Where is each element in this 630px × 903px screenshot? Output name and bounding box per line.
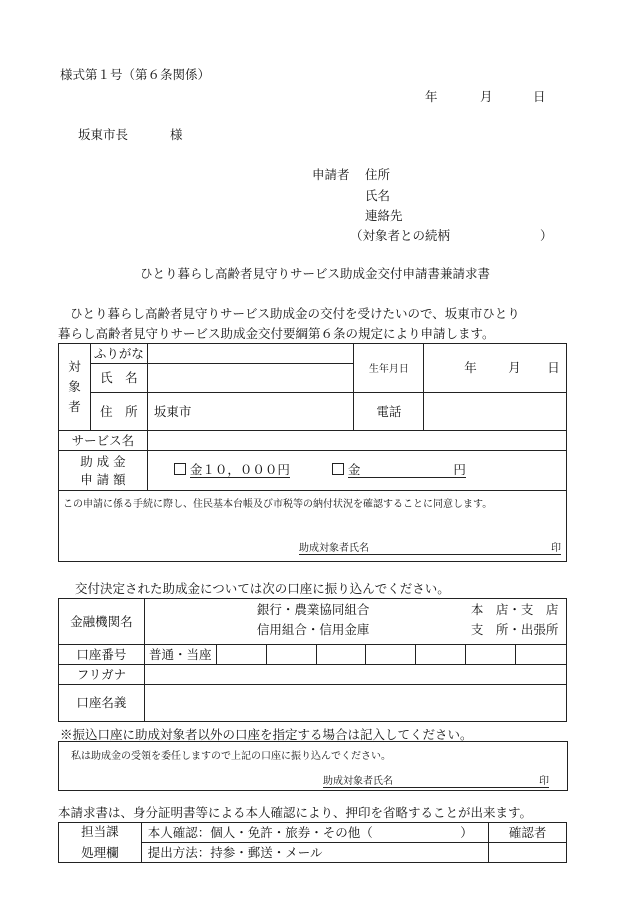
dob-field[interactable] <box>424 344 567 393</box>
bank-table <box>58 598 567 722</box>
amount-label-1: 助 成 金 <box>80 453 126 469</box>
furigana-kana-label: フリガナ <box>59 665 145 685</box>
delegation-signature[interactable]: 助成対象者氏名 印 <box>323 772 549 788</box>
amount-option-1[interactable]: 金１０，０００円 <box>174 462 290 477</box>
subject-label-cell <box>59 344 91 431</box>
dob-label-cell <box>354 344 424 393</box>
account-digit[interactable] <box>466 645 516 665</box>
intro-line-2: 暮らし高齢者見守りサービス助成金交付要綱第６条の規定により申請します。 <box>58 326 495 341</box>
addressee-honorific: 様 <box>170 127 183 142</box>
form-number: 様式第１号（第６条関係） <box>60 67 211 82</box>
amount-label-2: 申 請 額 <box>80 471 126 487</box>
addressee-name: 坂東市長 <box>78 127 129 142</box>
address-value: 坂東市 <box>153 403 192 419</box>
phone-field[interactable] <box>424 393 567 431</box>
bank-types-2: 信用組合・信用金庫 <box>256 622 370 637</box>
branch-types-1: 本 店・支 店 <box>470 602 559 617</box>
subject-label: 対象者 <box>68 359 81 414</box>
account-digit[interactable] <box>366 645 416 665</box>
applicant-label: 申請者 <box>312 167 350 182</box>
intro-line-1: ひとり暮らし高齢者見守りサービス助成金の交付を受けたいので、坂東市ひとり <box>70 306 520 321</box>
checkbox-icon[interactable] <box>332 463 344 475</box>
date-day: 日 <box>533 89 546 104</box>
page-title: ひとり暮らし高齢者見守りサービス助成金交付申請書兼請求書 <box>139 266 490 281</box>
transfer-note: ※振込口座に助成対象者以外の口座を指定する場合は記入してください。 <box>60 727 473 742</box>
institution-label: 金融機関名 <box>59 599 145 645</box>
confirmer-stamp-field[interactable] <box>489 843 567 863</box>
account-type: 普通・当座 <box>144 645 216 665</box>
delegation-box <box>58 741 568 791</box>
furigana-kana-field[interactable] <box>144 665 566 685</box>
date-year: 年 <box>425 89 438 104</box>
id-note: 本請求書は、身分証明書等による本人確認により、押印を省略することが出来ます。 <box>58 805 533 820</box>
name-field[interactable] <box>147 364 354 393</box>
bank-types-1: 銀行・農業協同組合 <box>256 602 370 617</box>
applicant-name-label: 氏名 <box>365 188 391 203</box>
applicant-address-label: 住所 <box>365 167 391 182</box>
account-holder-label: 口座名義 <box>59 685 145 722</box>
office-table <box>58 822 567 863</box>
dob-month: 月 <box>508 360 521 375</box>
applicant-relation-close: ） <box>540 228 553 243</box>
applicant-contact-label: 連絡先 <box>365 208 403 223</box>
account-digit[interactable] <box>316 645 366 665</box>
furigana-label: ふりがな <box>90 344 147 364</box>
office-label-1: 担当課 <box>81 824 119 840</box>
id-check: 本人確認：個人・免許・旅券・その他（ ） <box>141 823 488 843</box>
date-month: 月 <box>480 89 493 104</box>
office-label-cell <box>59 823 142 863</box>
submit-method: 提出方法：持参・郵送・メール <box>141 843 488 863</box>
checkbox-icon[interactable] <box>174 463 186 475</box>
account-number-label: 口座番号 <box>59 645 145 665</box>
consent-text: この申請に係る手続に際し、住民基本台帳及び市税等の納付状況を確認することに同意します。 <box>63 499 493 510</box>
consent-signature[interactable]: 助成対象者氏名 印 <box>299 543 561 554</box>
delegation-text: 私は助成金の受領を委任しますので上記の口座に振り込んでください。 <box>71 751 391 762</box>
bank-intro: 交付決定された助成金については次の口座に振り込んでください。 <box>75 581 450 596</box>
service-name-label: サービス名 <box>59 431 148 451</box>
branch-types-2: 支 所・出張所 <box>470 622 559 637</box>
furigana-field[interactable] <box>147 344 354 364</box>
office-label-2: 処理欄 <box>81 845 119 860</box>
dob-year: 年 <box>464 360 477 375</box>
confirmer-label: 確認者 <box>489 823 567 843</box>
address-label: 住 所 <box>90 393 147 431</box>
account-digit[interactable] <box>216 645 266 665</box>
dob-label: 生年月日 <box>368 364 409 375</box>
account-digit[interactable] <box>266 645 316 665</box>
dob-day: 日 <box>547 360 560 375</box>
applicant-relation-open: （対象者との続柄 <box>350 228 451 243</box>
consent-cell <box>59 491 567 562</box>
subject-table <box>58 343 567 562</box>
name-label: 氏 名 <box>90 364 147 393</box>
service-name-field[interactable] <box>147 431 566 451</box>
address-field[interactable] <box>147 393 354 431</box>
account-digit[interactable] <box>516 645 567 665</box>
amount-option-2[interactable]: 金 円 <box>332 462 466 477</box>
account-digit[interactable] <box>416 645 466 665</box>
amount-options <box>147 451 566 491</box>
institution-field[interactable] <box>144 599 566 645</box>
amount-label-cell <box>59 451 148 491</box>
phone-label: 電話 <box>354 393 424 431</box>
account-holder-field[interactable] <box>144 685 566 722</box>
